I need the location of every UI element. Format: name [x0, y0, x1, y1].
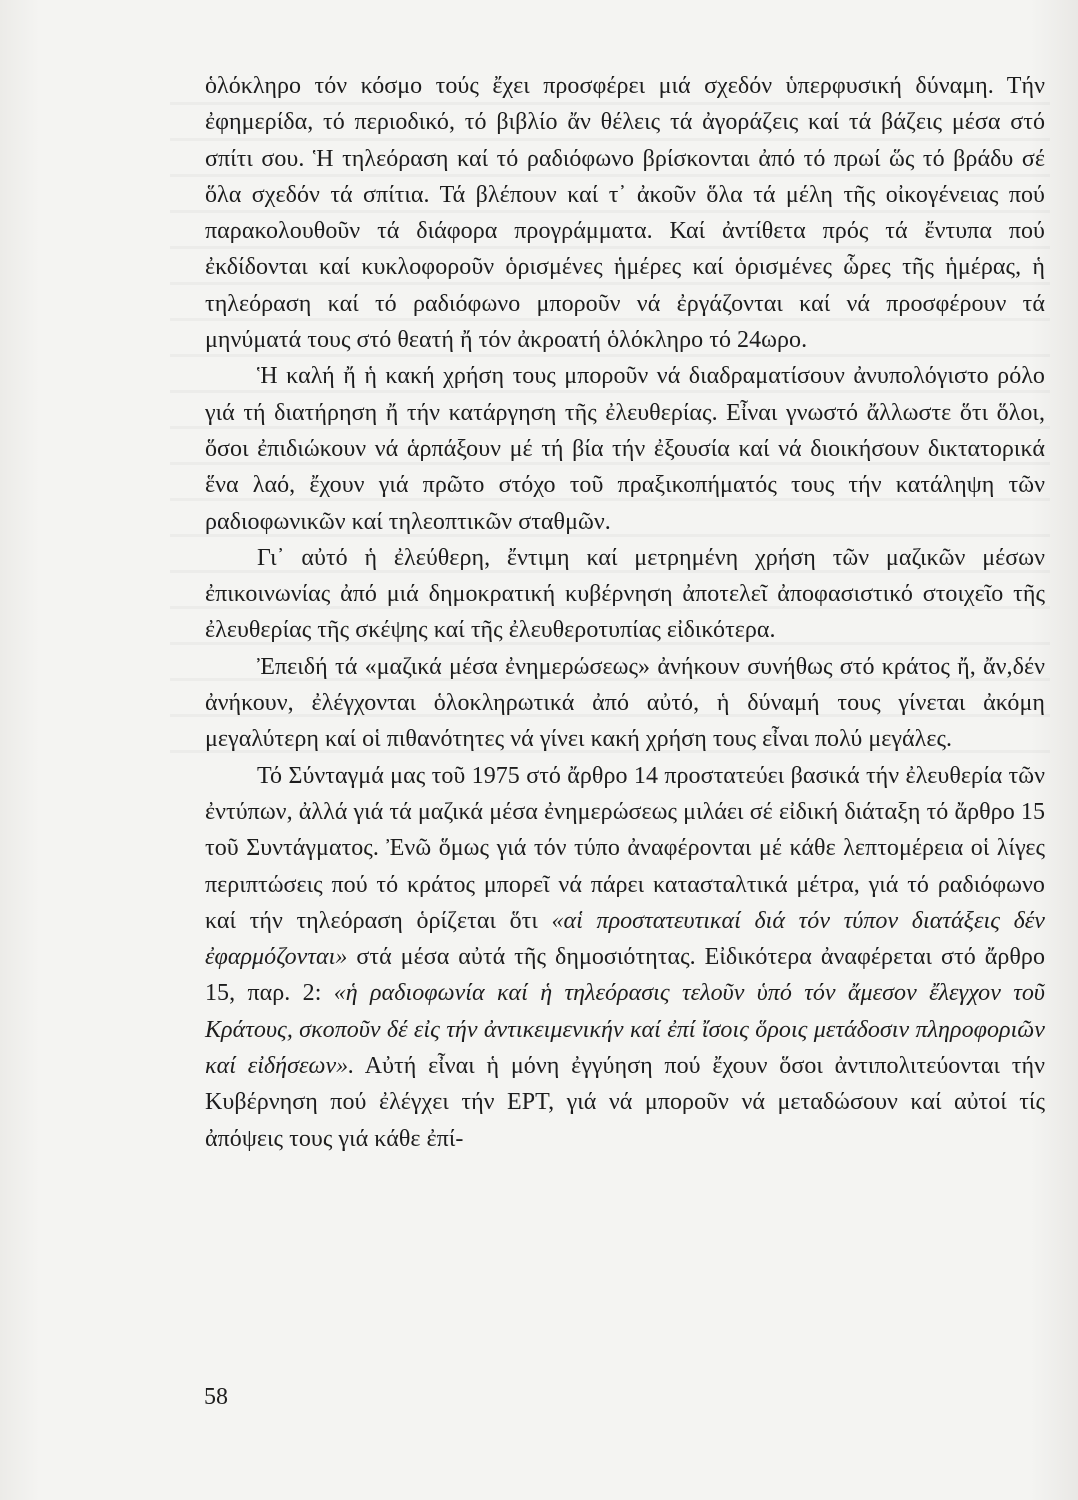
- paragraph-5-end: Αὐτή εἶναι ἡ μόνη ἐγγύηση πού ἔχουν ὅσοι ἀντιπολιτεύονται τήν Κυβέρνηση πού ἐλέγχει τήν ΕΡΤ, γιά νά μποροῦν νά μεταδώσουν καί αὐτοί τίς ἀπόψεις τους γιά κάθε ἐπί-: [205, 1053, 1045, 1152]
- paragraph-4: Ἐπειδή τά «μαζικά μέσα ἐνημερώσεως» ἀνήκουν συνήθως στό κράτος ἤ, ἄν,δέν ἀνήκουν, ἐλέγχονται ὁλοκληρωτικά ἀπό αὐτό, ἡ δύναμή τους γίνεται ἀκόμη μεγαλύτερη καί οἱ πιθανότητες νά γίνει κακή χρήση τους εἶναι πολύ μεγάλες.: [205, 653, 1045, 753]
- constitution-quote-2: «ἡ ραδιοφωνία καί ἡ τηλεόρασις τελοῦν ὑπό τόν ἄμεσον ἔλεγχον τοῦ Κράτους, σκοποῦν δέ εἰς τήν ἀντικειμενικήν καί ἐπί ἴσοις ὅροις μετάδοσιν πληροφοριῶν καί εἰδήσεων».: [205, 980, 1045, 1080]
- paragraph-2: Ἡ καλή ἤ ἡ κακή χρήση τους μποροῦν νά διαδραματίσουν ἀνυπολόγιστο ρόλο γιά τή διατήρηση ἤ τήν κατάργηση τῆς ἐλευθερίας. Εἶναι γνωστό ἄλλωστε ὅτι ὅλοι, ὅσοι ἐπιδιώκουν νά ἁρπάξουν μέ τή βία τήν ἐξουσία καί νά διοικήσουν δικτατορικά ἕνα λαό, ἔχουν γιά πρῶτο στόχο τοῦ πραξικοπήματός τους τήν κατάληψη τῶν ραδιοφωνικῶν καί τηλεοπτικῶν σταθμῶν.: [205, 363, 1045, 535]
- paragraph-5: [205, 758, 1045, 1157]
- paragraph-3: Γι᾽ αὐτό ἡ ἐλεύθερη, ἔντιμη καί μετρημένη χρήση τῶν μαζικῶν μέσων ἐπικοινωνίας ἀπό μιά δημοκρατική κυβέρνηση ἀποτελεῖ ἀποφασιστικό στοιχεῖο τῆς ἐλευθερίας τῆς σκέψης καί τῆς ἐλευθεροτυπίας εἰδικότερα.: [205, 544, 1045, 644]
- constitution-quote-1: «αἱ προστατευτικαί διά τόν τύπον διατάξεις δέν ἐφαρμόζονται»: [205, 907, 1045, 971]
- paragraph-5-middle: στά μέσα αὐτά τῆς δημοσιότητας. Εἰδικότερα ἀναφέρεται στό ἄρθρο 15, παρ. 2:: [205, 944, 1045, 1007]
- page-number: 58: [204, 1384, 228, 1410]
- paragraph-1: ὁλόκληρο τόν κόσμο τούς ἔχει προσφέρει μιά σχεδόν ὑπερφυσική δύναμη. Τήν ἐφημερίδα, τό περιοδικό, τό βιβλίο ἄν θέλεις τά ἀγοράζεις καί τά βάζεις μέσα στό σπίτι σου. Ἡ τηλεόραση καί τό ραδιόφωνο βρίσκονται ἀπό τό πρωί ὥς τό βράδυ σέ ὅλα σχεδόν τά σπίτια. Τά βλέπουν καί τ᾽ ἀκοῦν ὅλα τά μέλη τῆς οἰκογένειας πού παρακολουθοῦν τά διάφορα προγράμματα. Καί ἀντίθετα πρός τά ἔντυπα πού ἐκδίδονται καί κυκλοφοροῦν ὁρισμένες ἡμέρες καί ὁρισμένες ὧρες τῆς ἡμέρας, ἡ τηλεόραση καί τό ραδιόφωνο μποροῦν νά ἐργάζονται καί νά προσφέρουν τά μηνύματά τους στό θεατή ἤ τόν ἀκροατή ὁλόκληρο τό 24ωρο.: [205, 73, 1045, 354]
- paragraph-5-intro: Τό Σύνταγμά μας τοῦ 1975 στό ἄρθρο 14 προστατεύει βασικά τήν ἐλευθερία τῶν ἐντύπων, ἀλλά γιά τά μαζικά μέσα ἐνημερώσεως μιλάει σέ εἰδική διάταξη τό ἄρθρο 15 τοῦ Συντάγματος. Ἐνῶ ὅμως γιά τόν τύπο ἀναφέρονται μέ κάθε λεπτομέρεια οἱ λίγες περιπτώσεις πού τό κράτος μπορεῖ νά πάρει κατασταλτικά μέτρα, γιά τό ραδιόφωνο καί τήν τηλεόραση ὁρίζεται ὅτι: [205, 762, 1045, 934]
- body-text: [205, 68, 1045, 1157]
